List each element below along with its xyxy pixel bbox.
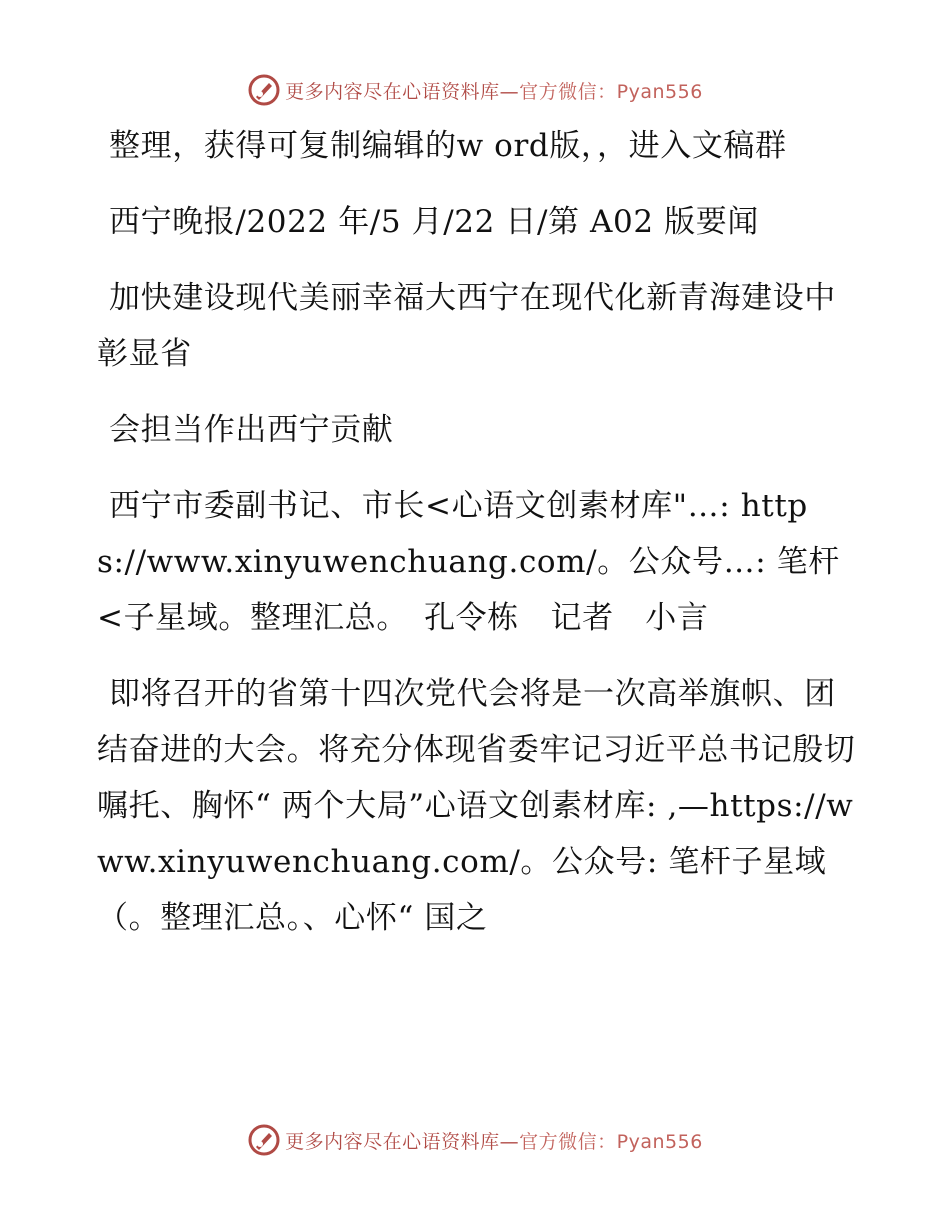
banner-title: 更多内容尽在心语资料库—	[285, 1130, 520, 1153]
paragraph-intro: 整理，获得可复制编辑的w ord版，，进入文稿群	[109, 128, 787, 164]
paragraph-headline: 加快建设现代美丽幸福大西宁在现代化新青海建设中彰显省	[97, 280, 836, 372]
brush-logo-icon	[247, 1123, 281, 1157]
footer-banner	[0, 1120, 950, 1160]
paragraph-source: 西宁晚报/2022 年/5 月/22 日/第 A02 版要闻	[109, 204, 759, 240]
banner-title: 更多内容尽在心语资料库—	[285, 80, 520, 103]
paragraph-byline: 西宁市委副书记、市长<心语文创素材库"…: https://www.xinyuwenchuang.com/。公众号…: 笔杆<子星域。整理汇总。 孔令栋 记者 小言	[97, 488, 840, 636]
banner-wechat: 官方微信：Pyan556	[519, 1130, 703, 1153]
header-banner	[0, 70, 950, 110]
banner-wechat: 官方微信：Pyan556	[519, 80, 703, 103]
brush-logo-icon	[247, 73, 281, 107]
paragraph-body: 即将召开的省第十四次党代会将是一次高举旗帜、团结奋进的大会。将充分体现省委牢记习近平总书记殷切嘱托、胸怀“ 两个大局”心语文创素材库: ,—https://www.xinyuwenchuang.com/。公众号: 笔杆子星域（。整理汇总。、心怀“ 国之	[97, 676, 856, 936]
paragraph-headline-cont: 会担当作出西宁贡献	[109, 412, 394, 448]
banner-text	[285, 1127, 703, 1154]
document-body	[97, 118, 857, 966]
banner-text	[285, 77, 703, 104]
